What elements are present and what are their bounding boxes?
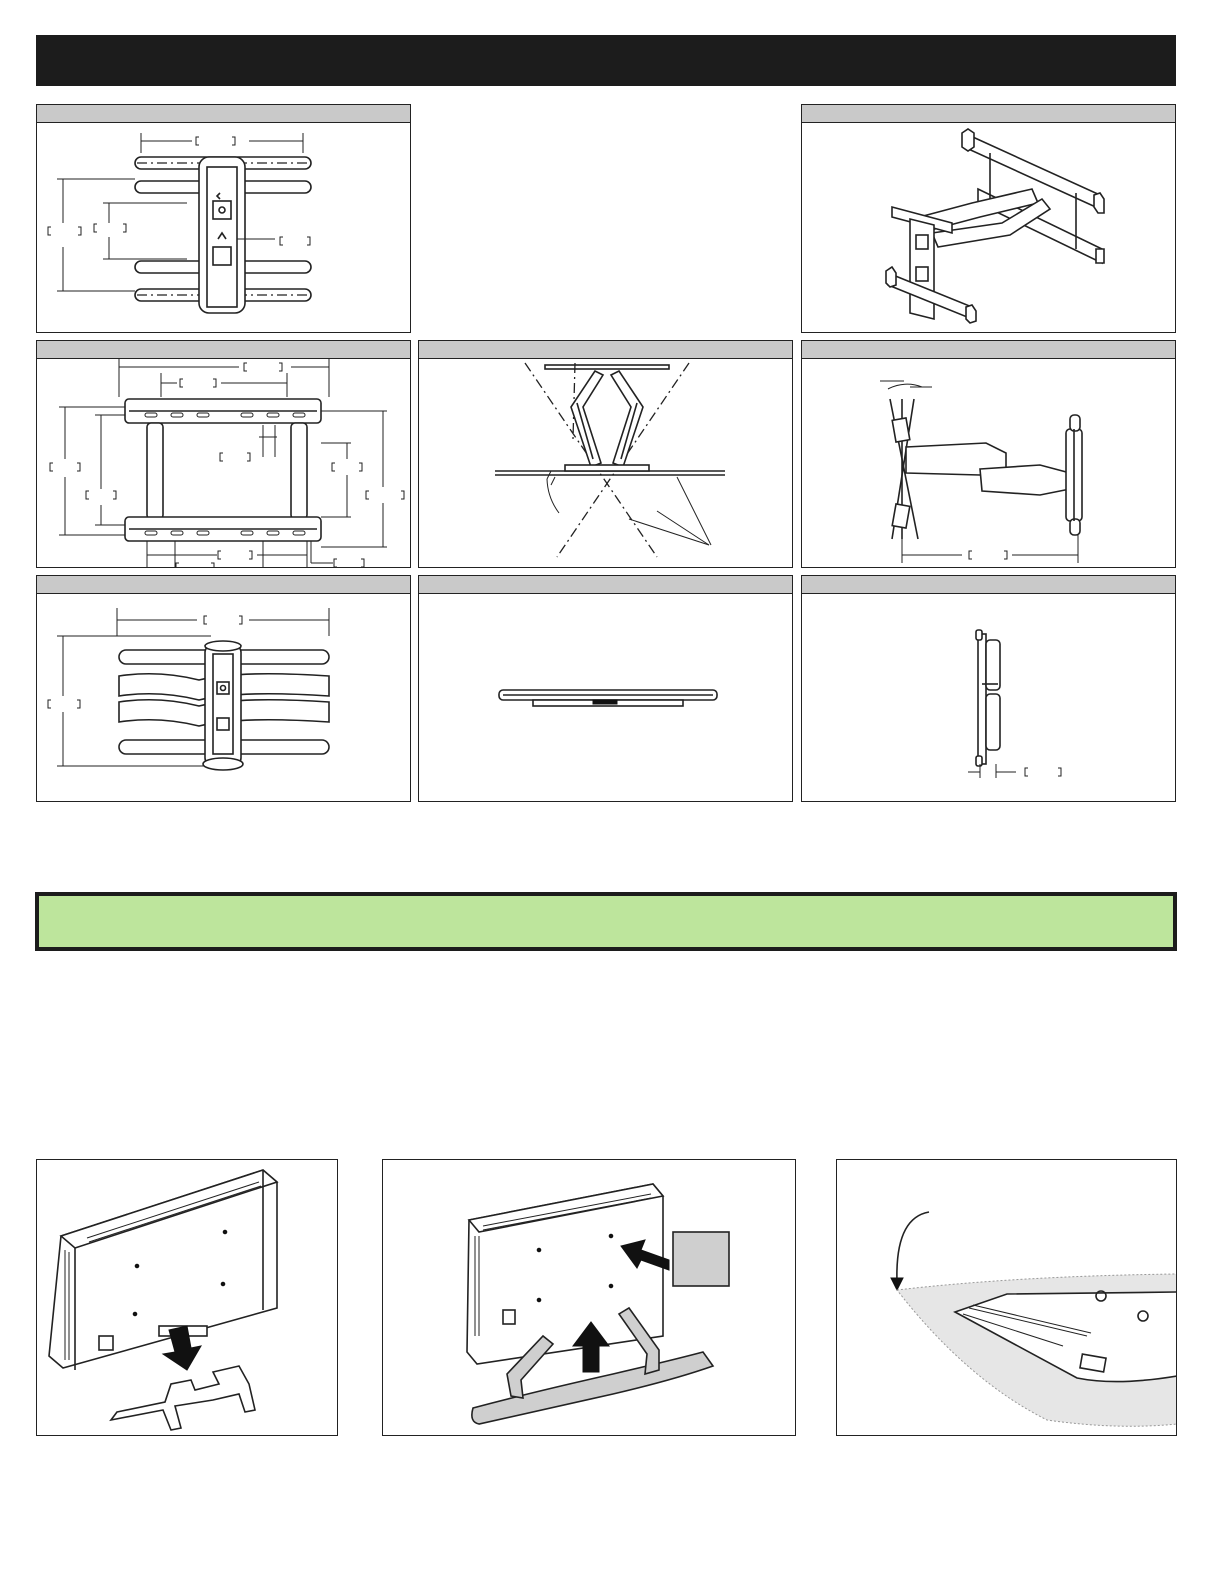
diagram-panel-front-view — [36, 104, 411, 333]
title-bar — [36, 35, 1176, 86]
isometric-view-drawing — [802, 123, 1174, 333]
side-extension-drawing — [802, 359, 1174, 567]
panel-header — [419, 576, 792, 594]
section-header-bar — [35, 892, 1177, 951]
panel-header — [37, 105, 410, 123]
diagram-panel-folded-front — [36, 575, 411, 802]
diagram-panel-swivel-range — [418, 340, 793, 568]
step-illustration-soft-surface — [836, 1159, 1177, 1436]
panel-header — [802, 576, 1175, 594]
panel-header — [419, 341, 792, 359]
panel-header — [802, 105, 1175, 123]
panel-header — [37, 576, 410, 594]
diagram-panel-side-extension — [801, 340, 1176, 568]
low-profile-top-drawing — [419, 594, 791, 801]
diagram-panel-low-profile-top — [418, 575, 793, 802]
panel-header — [802, 341, 1175, 359]
folded-front-drawing — [37, 594, 409, 801]
top-view-drawing — [37, 359, 409, 567]
attach-plate-drawing — [383, 1160, 795, 1435]
swivel-range-drawing — [419, 359, 791, 567]
panel-header — [37, 341, 410, 359]
soft-surface-drawing — [837, 1160, 1176, 1435]
diagram-panel-isometric-view — [801, 104, 1176, 333]
step-illustration-attach-plate — [382, 1159, 796, 1436]
step-illustration-remove-stand — [36, 1159, 338, 1436]
folded-side-drawing — [802, 594, 1174, 801]
diagram-panel-top-view — [36, 340, 411, 568]
remove-stand-drawing — [37, 1160, 337, 1435]
diagram-panel-folded-side — [801, 575, 1176, 802]
front-view-drawing — [37, 123, 409, 333]
